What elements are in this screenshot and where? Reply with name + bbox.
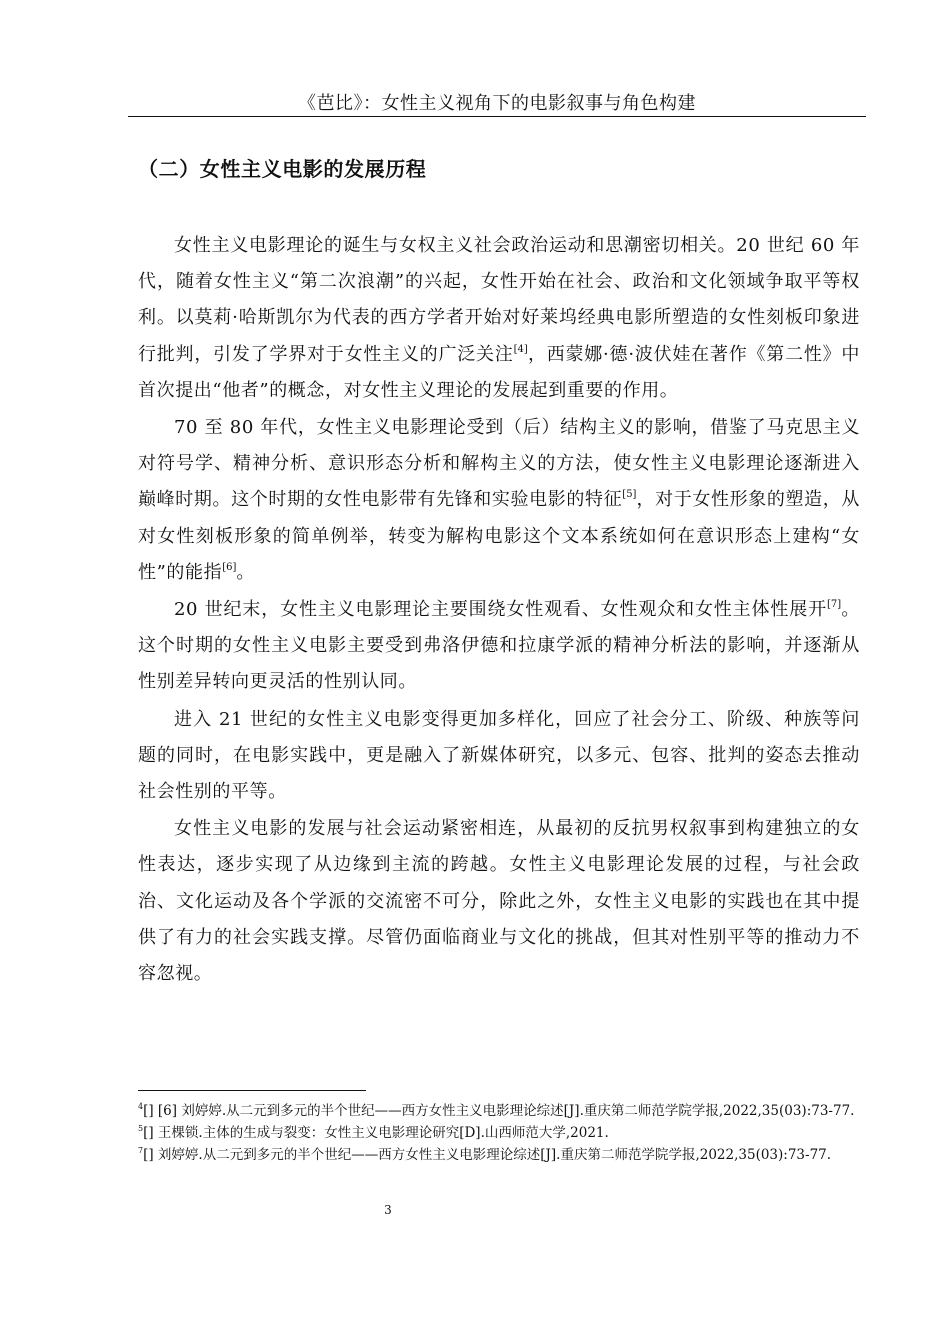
paragraph-1 <box>138 228 860 409</box>
citation-5: [5] <box>622 489 637 501</box>
citation-7: [7] <box>826 599 842 611</box>
paragraph-3 <box>138 592 860 701</box>
footnote-marker: 7 <box>138 1146 144 1155</box>
paragraph-1-text-b: ，西蒙娜·德·波伏娃在著作《第二性》中首次提出“他者”的概念，对女性主义理论的发展起到重要的作用。 <box>138 343 861 401</box>
paragraph-2-text-c: 。 <box>236 561 255 583</box>
paragraph-3-text-b: 。这个时期的女性主义电影主要受到弗洛伊德和拉康学派的精神分析法的影响，并逐渐从性别差异转向更灵活的性别认同。 <box>138 599 860 693</box>
paragraph-2-text-a: 70 至 80 年代，女性主义电影理论受到（后）结构主义的影响，借鉴了马克思主义对符号学、精神分析、意识形态分析和解构主义的方法，使女性主义电影理论逐渐进入巅峰时期。这个时期的女性电影带有先锋和实验电影的特征 <box>138 417 860 511</box>
paragraph-5: 女性主义电影的发展与社会运动紧密相连，从最初的反抗男权叙事到构建独立的女性表达，逐步实现了从边缘到主流的跨越。女性主义电影理论发展的过程，与社会政治、文化运动及各个学派的交流密不可分，除此之外，女性主义电影的实践也在其中提供了有力的社会实践支撑。尽管仍面临商业与文化的挑战，但其对性别平等的推动力不容忽视。 <box>138 818 860 985</box>
footnote-7 <box>138 1144 860 1166</box>
footnote-marker: 4 <box>138 1102 144 1111</box>
footnote-text: [] 王棵锁.主体的生成与裂变：女性主义电影理论研究[D].山西师范大学,2021. <box>143 1125 609 1141</box>
paragraph-2 <box>138 410 860 591</box>
footnote-text: [] 刘婷婷.从二元到多元的半个世纪——西方女性主义电影理论综述[J].重庆第二师范学院学报,2022,35(03):73-77. <box>143 1147 832 1163</box>
paragraph-1-text-a: 女性主义电影理论的诞生与女权主义社会政治运动和思潮密切相关。20 世纪 60 年代，随着女性主义“第二次浪潮”的兴起，女性开始在社会、政治和文化领域争取平等权利。以莫莉·哈斯凯尔为代表的西方学者开始对好莱坞经典电影所塑造的女性刻板印象进行批判，引发了学界对于女性主义的广泛关注 <box>138 235 860 365</box>
running-header: 《芭比》：女性主义视角下的电影叙事与角色构建 <box>298 93 696 114</box>
citation-4: [4] <box>513 343 528 355</box>
footnote-4 <box>138 1100 860 1122</box>
footnote-marker: 5 <box>138 1124 144 1133</box>
footnote-rule <box>138 1090 366 1091</box>
paragraph-3-text-a: 20 世纪末，女性主义电影理论主要围绕女性观看、女性观众和女性主体性展开 <box>174 599 827 621</box>
header-rule <box>128 116 866 117</box>
footnote-text: [] [6] 刘婷婷.从二元到多元的半个世纪——西方女性主义电影理论综述[J].重庆第二师范学院学报,2022,35(03):73-77. <box>143 1103 855 1119</box>
page-number: 3 <box>384 1203 392 1217</box>
citation-6: [6] <box>222 561 237 573</box>
paragraph-4: 进入 21 世纪的女性主义电影变得更加多样化，回应了社会分工、阶级、种族等问题的同时，在电影实践中，更是融入了新媒体研究，以多元、包容、批判的姿态去推动社会性别的平等。 <box>138 708 860 803</box>
paragraph-2-text-b: ，对于女性形象的塑造，从对女性刻板形象的简单例举，转变为解构电影这个文本系统如何在意识形态上建构“女性”的能指 <box>138 489 860 583</box>
section-heading: （二）女性主义电影的发展历程 <box>138 157 427 181</box>
body-text <box>138 228 860 993</box>
footnotes <box>138 1100 860 1166</box>
footnote-5 <box>138 1122 860 1144</box>
